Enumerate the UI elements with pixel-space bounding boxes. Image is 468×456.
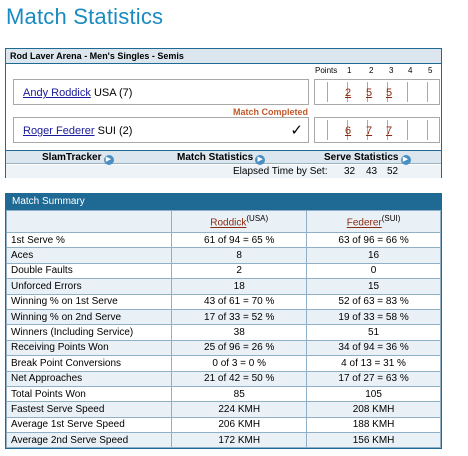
set-score-roddick-2[interactable]: 5 — [366, 87, 373, 99]
arrow-right-icon: ▶ — [255, 155, 265, 165]
player-row-roddick — [13, 79, 309, 105]
table-row — [7, 294, 441, 309]
summary-header-federer — [307, 211, 441, 233]
elapsed-set-2: 43 — [366, 166, 378, 177]
summary-header-row — [7, 211, 441, 233]
set-score-federer-2[interactable]: 7 — [366, 125, 373, 137]
nav-slamtracker[interactable] — [42, 152, 114, 165]
stat-value-roddick: 224 KMH — [172, 402, 307, 417]
table-row — [7, 340, 441, 355]
stat-label: 1st Serve % — [7, 233, 172, 248]
summary-player-country-roddick: (USA) — [246, 214, 269, 224]
summary-player-country-federer: (SUI) — [381, 214, 401, 224]
table-row — [7, 386, 441, 401]
stat-label: Winning % on 1st Serve — [7, 294, 172, 309]
venue-label: Rod Laver Arena - Men's Singles - Semis — [6, 49, 441, 64]
table-row — [7, 233, 441, 248]
stat-label: Fastest Serve Speed — [7, 402, 172, 417]
set-score-roddick-1[interactable]: 2 — [345, 87, 352, 99]
points-header — [6, 66, 441, 77]
set-score-roddick-3[interactable]: 5 — [386, 87, 393, 99]
stat-label: Double Faults — [7, 263, 172, 278]
stat-value-roddick: 43 of 61 = 70 % — [172, 294, 307, 309]
nav-match-statistics-label: Match Statistics — [177, 152, 254, 163]
nav-serve-statistics-label: Serve Statistics — [324, 152, 399, 163]
elapsed-time-row — [6, 165, 441, 178]
set-number-3: 3 — [389, 66, 394, 75]
summary-player-link-roddick[interactable]: Roddick — [210, 217, 247, 229]
table-row — [7, 325, 441, 340]
stat-value-federer: 52 of 63 = 83 % — [307, 294, 441, 309]
stat-value-roddick: 206 KMH — [172, 417, 307, 432]
stat-label: Total Points Won — [7, 386, 172, 401]
match-status: Match Completed — [232, 107, 308, 117]
stat-value-roddick: 21 of 42 = 50 % — [172, 371, 307, 386]
player-link-federer[interactable]: Roger Federer — [23, 125, 95, 137]
stat-value-roddick: 0 of 3 = 0 % — [172, 356, 307, 371]
points-label: Points — [315, 66, 338, 75]
nav-match-statistics[interactable] — [177, 152, 265, 165]
stat-value-roddick: 18 — [172, 279, 307, 294]
stat-value-federer: 51 — [307, 325, 441, 340]
stat-value-federer: 19 of 33 = 58 % — [307, 309, 441, 324]
stat-label: Break Point Conversions — [7, 356, 172, 371]
set-number-5: 5 — [428, 66, 433, 75]
summary-player-link-federer[interactable]: Federer — [346, 217, 382, 229]
player-link-roddick[interactable]: Andy Roddick — [23, 87, 91, 99]
table-row — [7, 279, 441, 294]
match-summary-panel — [5, 193, 442, 449]
player-info-roddick: USA (7) — [93, 87, 133, 99]
stat-value-roddick: 17 of 33 = 52 % — [172, 309, 307, 324]
set-number-4: 4 — [408, 66, 413, 75]
summary-header-roddick — [172, 211, 307, 233]
stat-value-federer: 4 of 13 = 31 % — [307, 356, 441, 371]
stat-value-federer: 15 — [307, 279, 441, 294]
stat-label: Aces — [7, 248, 172, 263]
table-row — [7, 402, 441, 417]
page-title: Match Statistics — [6, 4, 164, 29]
scoreboard — [5, 48, 442, 178]
arrow-right-icon: ▶ — [401, 155, 411, 165]
set-number-2: 2 — [369, 66, 374, 75]
stat-value-federer: 0 — [307, 263, 441, 278]
stat-value-roddick: 172 KMH — [172, 433, 307, 448]
stat-value-federer: 156 KMH — [307, 433, 441, 448]
stat-value-federer: 188 KMH — [307, 417, 441, 432]
nav-serve-statistics[interactable] — [324, 152, 411, 165]
set-score-federer-3[interactable]: 7 — [386, 125, 393, 137]
table-row — [7, 371, 441, 386]
stat-label: Receiving Points Won — [7, 340, 172, 355]
stat-value-federer: 16 — [307, 248, 441, 263]
table-row — [7, 417, 441, 432]
arrow-right-icon: ▶ — [104, 155, 114, 165]
stat-value-roddick: 85 — [172, 386, 307, 401]
stat-value-roddick: 38 — [172, 325, 307, 340]
stat-value-federer: 208 KMH — [307, 402, 441, 417]
table-row — [7, 356, 441, 371]
stat-value-federer: 34 of 94 = 36 % — [307, 340, 441, 355]
nav-slamtracker-label: SlamTracker — [42, 152, 102, 163]
elapsed-set-3: 52 — [387, 166, 399, 177]
summary-header-blank — [7, 211, 172, 233]
table-row — [7, 248, 441, 263]
stat-value-roddick: 2 — [172, 263, 307, 278]
scoreboard-nav — [6, 150, 441, 164]
set-score-federer-1[interactable]: 6 — [345, 125, 352, 137]
stat-label: Net Approaches — [7, 371, 172, 386]
table-row — [7, 309, 441, 324]
stat-value-federer: 105 — [307, 386, 441, 401]
elapsed-set-1: 32 — [344, 166, 356, 177]
set-scores-roddick — [314, 79, 440, 105]
player-row-federer — [13, 117, 309, 143]
stat-value-roddick: 61 of 94 = 65 % — [172, 233, 307, 248]
stat-value-federer: 63 of 96 = 66 % — [307, 233, 441, 248]
stat-label: Average 2nd Serve Speed — [7, 433, 172, 448]
player-info-federer: SUI (2) — [97, 125, 133, 137]
match-summary-title: Match Summary — [6, 194, 441, 210]
winner-check-icon: ✓ — [290, 122, 303, 139]
stat-label: Winning % on 2nd Serve — [7, 309, 172, 324]
set-number-1: 1 — [347, 66, 352, 75]
table-row — [7, 433, 441, 448]
table-row — [7, 263, 441, 278]
stat-label: Average 1st Serve Speed — [7, 417, 172, 432]
stat-value-federer: 17 of 27 = 63 % — [307, 371, 441, 386]
stat-value-roddick: 25 of 96 = 26 % — [172, 340, 307, 355]
stat-label: Winners (Including Service) — [7, 325, 172, 340]
stat-value-roddick: 8 — [172, 248, 307, 263]
elapsed-label: Elapsed Time by Set: — [233, 166, 328, 177]
match-summary-table — [6, 210, 441, 448]
stat-label: Unforced Errors — [7, 279, 172, 294]
set-scores-federer — [314, 117, 440, 143]
